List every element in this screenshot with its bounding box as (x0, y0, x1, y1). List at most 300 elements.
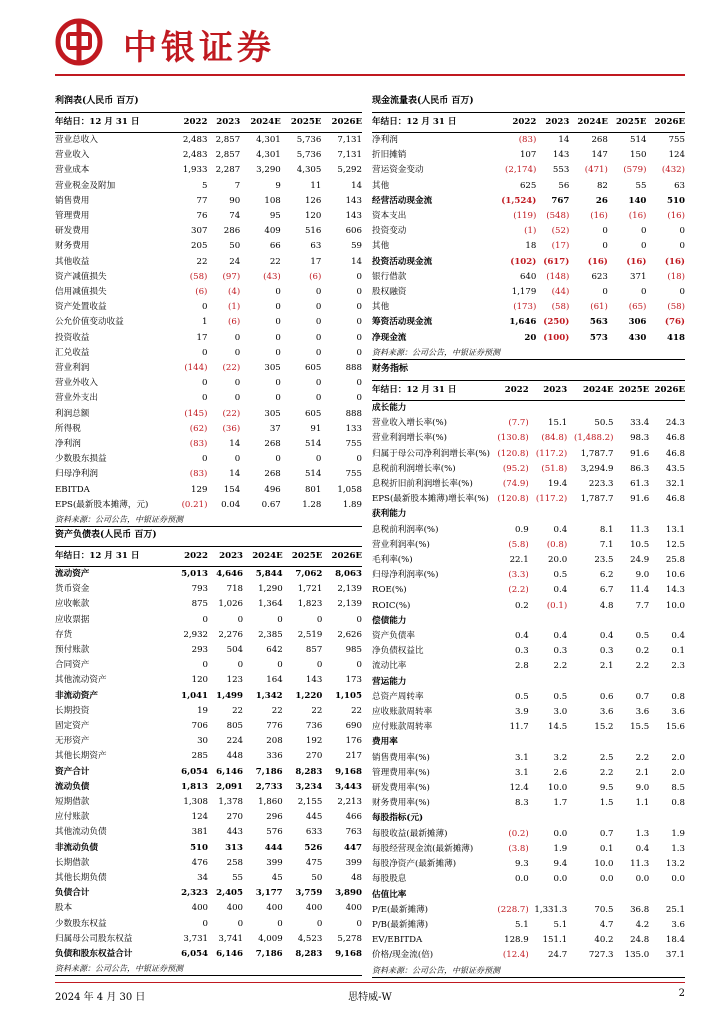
row-label: 长期借款 (55, 857, 90, 868)
row-label: 流动负债 (55, 781, 90, 792)
table-row (372, 194, 685, 209)
row-label: 应付账款 (55, 812, 90, 823)
row-value: 3.6 (599, 707, 614, 718)
row-value: 0.5 (553, 570, 568, 581)
row-value: (3.8) (508, 843, 529, 854)
row-label: 无形资产 (55, 736, 90, 747)
row-value: 43.5 (665, 463, 685, 474)
row-value: (51.8) (541, 463, 568, 474)
row-value: 24 (229, 256, 241, 267)
table-row (55, 133, 362, 149)
row-value: 147 (591, 150, 608, 161)
ratios-source-note: 资料来源：公司公告，中银证券预测 (372, 964, 685, 978)
column-header-year: 2022 (492, 381, 529, 401)
row-value: (61) (590, 302, 608, 313)
table-row (372, 462, 685, 477)
row-value: 2.2 (599, 767, 614, 778)
row-value: (1) (228, 302, 241, 313)
row-value: 2,483 (182, 150, 208, 161)
column-header-year: 2024E (567, 381, 613, 401)
row-value (614, 401, 650, 417)
row-value: 3.9 (515, 707, 529, 718)
header-divider (55, 74, 685, 76)
balance-sheet-panel (55, 524, 362, 976)
row-value: 3,294.9 (580, 463, 614, 474)
table-row (372, 675, 685, 690)
row-value: 0 (316, 918, 323, 929)
row-value: 516 (304, 226, 322, 237)
row-value: 56 (558, 180, 570, 191)
row-value: 5 (201, 180, 208, 191)
column-header-year: 2022 (173, 547, 208, 567)
row-value: (18) (667, 271, 685, 282)
row-value: 128.9 (504, 935, 529, 946)
row-value: 0 (201, 347, 208, 358)
table-row (372, 629, 685, 644)
row-value: 0 (237, 660, 244, 671)
row-value: 605 (304, 408, 322, 419)
table-row (372, 401, 685, 417)
row-value: 3.1 (515, 767, 529, 778)
table-row (55, 483, 362, 498)
row-label: 研发费用 (55, 226, 90, 237)
row-value: 124 (668, 150, 685, 161)
table-row (55, 628, 362, 643)
table-row (55, 255, 362, 270)
row-value: (432) (661, 165, 685, 176)
row-label: 每股收益(最新摊薄) (372, 828, 448, 839)
row-value: (548) (546, 211, 570, 222)
row-value: (95.2) (502, 463, 529, 474)
row-value: 61.3 (630, 479, 650, 490)
table-row (372, 447, 685, 462)
row-label: 毛利率(%) (372, 555, 413, 566)
row-value: 2.3 (671, 661, 685, 672)
row-value: 176 (345, 736, 362, 747)
table-row (372, 614, 685, 629)
row-value: 11.4 (630, 585, 650, 596)
row-label: 估值比率 (372, 889, 407, 900)
row-label: 负债和股东权益合计 (55, 949, 133, 960)
row-value: 6,146 (216, 949, 244, 960)
table-row (55, 498, 362, 513)
row-value: (0.21) (181, 499, 208, 510)
row-value (492, 735, 529, 750)
row-value: 34 (197, 873, 209, 884)
row-value: 3,177 (255, 888, 283, 899)
row-value: (0.8) (546, 539, 568, 550)
row-label: 其他长期负债 (55, 873, 107, 884)
table-row (372, 872, 685, 887)
row-value: 90 (229, 195, 241, 206)
row-value: 2.0 (671, 752, 685, 763)
row-label: 财务费用 (55, 241, 90, 252)
row-value: 445 (305, 812, 323, 823)
row-value: 123 (226, 675, 244, 686)
row-value: 2,287 (215, 165, 241, 176)
row-value (567, 888, 613, 903)
table-row (372, 224, 685, 239)
table-row (372, 903, 685, 918)
row-label: 营业收入增长率(%) (372, 418, 448, 429)
row-value: (6) (228, 317, 241, 328)
row-value: 0 (275, 347, 281, 358)
row-label: 资产合计 (55, 766, 90, 777)
row-value: (83) (189, 439, 208, 450)
row-value: 10.5 (630, 539, 650, 550)
row-value: 9.0 (635, 783, 650, 794)
row-value: 46.8 (665, 433, 685, 444)
row-value: 164 (266, 675, 283, 686)
row-value: 2.1 (635, 767, 650, 778)
row-value: 476 (191, 857, 209, 868)
cash-flow-title: 现金流量表(人民币 百万) (372, 96, 474, 106)
row-value: 217 (345, 751, 362, 762)
row-value (529, 811, 567, 826)
table-row (55, 932, 362, 947)
row-value (614, 507, 650, 522)
row-label: 非流动资产 (55, 690, 98, 701)
row-value: 767 (551, 195, 570, 206)
row-value: 0 (356, 271, 362, 282)
row-value (649, 735, 685, 750)
row-value: 1,105 (335, 690, 362, 701)
table-row (372, 538, 685, 553)
row-value: 0 (640, 287, 647, 298)
row-label: EBITDA (55, 484, 90, 495)
row-value: 3,443 (335, 781, 362, 792)
row-value: 727.3 (588, 950, 614, 961)
row-value: 11.3 (630, 524, 650, 535)
table-row (372, 507, 685, 522)
row-label: 营业税金及附加 (55, 180, 116, 191)
row-value: 59 (351, 241, 362, 252)
row-value: (16) (628, 211, 647, 222)
row-value (649, 811, 685, 826)
row-value: 223.3 (588, 479, 614, 490)
row-value: 1 (201, 317, 208, 328)
row-value: 306 (628, 317, 647, 328)
row-value: 8.5 (671, 783, 685, 794)
row-value: 25.8 (665, 555, 685, 566)
row-value: 2.2 (553, 661, 568, 672)
row-value: 10.0 (594, 859, 614, 870)
row-value: 444 (264, 842, 283, 853)
row-value: 0.8 (671, 691, 685, 702)
row-label: 偿债能力 (372, 615, 407, 626)
row-value: 50 (229, 241, 241, 252)
row-value: 2.0 (671, 767, 685, 778)
row-value: (65) (628, 302, 647, 313)
table-row (372, 179, 685, 194)
table-row (372, 163, 685, 178)
row-value: 642 (266, 645, 283, 656)
row-value: 1,787.7 (580, 448, 614, 459)
table-row (372, 751, 685, 766)
row-label: 每股指标(元) (372, 813, 424, 824)
row-label: 息税折旧前利润增长率(%) (372, 479, 473, 490)
row-value: 20.0 (548, 555, 568, 566)
table-row (55, 331, 362, 346)
row-value: 400 (191, 903, 209, 914)
column-header-year: 2026E (646, 113, 685, 133)
row-value: 5,292 (337, 165, 362, 176)
table-row (55, 270, 362, 285)
row-value: 9,168 (335, 949, 362, 960)
row-value: 33.4 (630, 418, 650, 429)
row-value: 24.3 (665, 418, 685, 429)
row-value: 0 (356, 660, 362, 671)
company-name: 思特威-W (348, 992, 392, 1003)
row-label: 合同资产 (55, 660, 90, 671)
row-label: 营业外支出 (55, 393, 98, 404)
row-value: 91.6 (630, 448, 650, 459)
row-value: 5,278 (337, 933, 362, 944)
row-value: 15.2 (594, 722, 614, 733)
row-value (529, 735, 567, 750)
row-value: 0 (679, 287, 685, 298)
column-header-year: 2025E (608, 113, 647, 133)
row-label: 归母净利润率(%) (372, 570, 439, 581)
table-row (55, 407, 362, 422)
row-value: 20 (524, 332, 537, 343)
row-value: 2.2 (635, 752, 650, 763)
row-value: 45 (271, 873, 283, 884)
row-label: P/B(最新摊薄) (372, 919, 429, 930)
row-value: 3,759 (295, 888, 323, 899)
row-value: 0 (234, 347, 241, 358)
row-value (567, 507, 613, 522)
row-value (649, 888, 685, 903)
row-value: 4,301 (256, 135, 281, 145)
row-value: 0 (356, 918, 362, 929)
row-value: 0 (356, 332, 362, 343)
row-label: 流动比率 (372, 661, 407, 672)
table-row (55, 567, 362, 583)
bank-of-china-logo-icon (55, 18, 103, 66)
row-value: 173 (345, 675, 362, 686)
table-row (372, 416, 685, 431)
row-value: 0 (234, 454, 241, 465)
row-value: 0.04 (221, 499, 241, 510)
row-value: (2.2) (508, 585, 529, 596)
table-row (55, 391, 362, 406)
row-value: 0 (640, 226, 647, 237)
row-value: 19.4 (548, 479, 568, 490)
row-value: 23.5 (594, 555, 614, 566)
row-value: 875 (191, 599, 209, 610)
row-value: 48 (351, 873, 362, 884)
table-row (372, 644, 685, 659)
column-header-year: 2023 (208, 547, 243, 567)
row-value: 1,026 (218, 599, 244, 610)
row-value: 135.0 (624, 950, 650, 961)
row-value: 0 (202, 918, 209, 929)
row-value (614, 811, 650, 826)
column-header-year: 2025E (281, 113, 322, 133)
row-value: 985 (345, 645, 362, 656)
row-value: 1.3 (671, 843, 685, 854)
row-value: 18 (525, 241, 537, 252)
table-row (372, 285, 685, 300)
row-label: 应收票据 (55, 614, 90, 625)
row-label: 其他 (372, 302, 390, 313)
row-value: (22) (222, 363, 241, 374)
row-label: 股权融资 (372, 287, 407, 298)
row-value: 14 (558, 135, 570, 145)
table-row (55, 886, 362, 901)
row-label: 资产减值损失 (55, 271, 107, 282)
row-label: 营业成本 (55, 165, 90, 176)
row-label: 短期借款 (55, 797, 90, 808)
row-value: 0.2 (515, 600, 529, 611)
row-value: 192 (305, 736, 323, 747)
row-value: 12.5 (665, 539, 685, 550)
column-header-year: 2024E (569, 113, 608, 133)
income-statement-table (55, 112, 362, 513)
row-value: 7,186 (255, 949, 283, 960)
row-label: 其他长期资产 (55, 751, 107, 762)
row-value: 4.2 (635, 919, 650, 930)
row-value: 1,860 (258, 797, 283, 808)
row-value: 0 (202, 614, 209, 625)
row-value: 10.0 (548, 783, 568, 794)
row-value: 296 (266, 812, 283, 823)
table-row (55, 947, 362, 962)
row-value: (16) (587, 256, 608, 267)
table-row (55, 315, 362, 330)
row-value: 0 (201, 378, 208, 389)
row-label: 营业外收入 (55, 378, 98, 389)
table-row (372, 735, 685, 750)
row-value: 18.4 (665, 935, 685, 946)
table-row (372, 948, 685, 963)
row-value: 409 (264, 226, 281, 237)
row-value: 371 (630, 271, 647, 282)
row-label: 费用率 (372, 737, 398, 748)
row-value: 0 (277, 918, 283, 929)
table-row (372, 659, 685, 674)
income-statement-title: 利润表(人民币 百万) (55, 96, 139, 106)
row-value: (1,524) (501, 195, 537, 206)
row-label: 信用减值损失 (55, 287, 107, 298)
table-row (55, 658, 362, 673)
row-value: 4.7 (599, 919, 614, 930)
row-value: 0.5 (515, 691, 529, 702)
row-value: 22 (196, 256, 208, 267)
row-value: 2.8 (515, 661, 529, 672)
table-row (55, 719, 362, 734)
row-value: (4) (228, 287, 241, 298)
row-value: 305 (264, 408, 281, 419)
row-value: 0 (315, 317, 322, 328)
row-value: 15.5 (630, 722, 650, 733)
row-value: 805 (226, 721, 244, 732)
row-value: 1,813 (181, 781, 209, 792)
row-value: 0.4 (635, 843, 650, 854)
row-value: 3,290 (256, 165, 281, 176)
row-value: 0.5 (635, 631, 650, 642)
row-value: 0 (275, 287, 281, 298)
table-row (372, 918, 685, 933)
row-value: 640 (519, 271, 537, 282)
row-label: 净负债权益比 (372, 646, 424, 657)
row-value: 0.4 (671, 631, 685, 642)
cash-flow-panel (372, 90, 685, 360)
row-value: 0 (201, 393, 208, 404)
row-value: 418 (667, 332, 685, 343)
row-value: (16) (667, 211, 685, 222)
row-value: 3.2 (553, 752, 568, 763)
row-value: 1,342 (255, 690, 283, 701)
row-value: (617) (543, 256, 570, 267)
table-row (55, 780, 362, 795)
row-value: 0.5 (553, 691, 568, 702)
row-value: 154 (223, 484, 241, 495)
row-value: 0 (640, 241, 647, 252)
table-row (372, 842, 685, 857)
row-value: 270 (305, 751, 323, 762)
row-value: 22 (351, 705, 362, 716)
row-value: 0.0 (671, 874, 685, 885)
row-value: 22 (271, 705, 283, 716)
row-value: 1,646 (509, 317, 537, 328)
row-value (649, 675, 685, 690)
table-row (372, 431, 685, 446)
row-label: 流动资产 (55, 569, 90, 579)
row-value: 120 (191, 675, 209, 686)
row-value: 8.3 (515, 798, 529, 809)
row-value: 1,308 (183, 797, 209, 808)
row-value (529, 507, 567, 522)
table-row (372, 583, 685, 598)
row-value: 504 (226, 645, 244, 656)
column-header-label: 年结日：12 月 31 日 (372, 381, 492, 401)
row-value: 11.7 (509, 722, 529, 733)
row-value: 285 (191, 751, 209, 762)
row-label: 少数股东损益 (55, 454, 107, 465)
row-value: 0 (356, 378, 362, 389)
table-row (372, 300, 685, 315)
row-value: 91 (310, 423, 322, 434)
row-value (492, 888, 529, 903)
row-value: 95 (269, 211, 281, 222)
row-value: 50.5 (594, 418, 614, 429)
row-value: 466 (345, 812, 362, 823)
row-value: 0.8 (671, 798, 685, 809)
row-value: (102) (510, 256, 537, 267)
row-value: 143 (305, 675, 323, 686)
row-value: 1.89 (342, 499, 362, 510)
row-value: 14 (229, 469, 241, 480)
row-value: 13.1 (665, 524, 685, 535)
row-label: 投资变动 (372, 226, 407, 237)
row-value: 2,139 (337, 584, 362, 595)
row-value (492, 811, 529, 826)
page-header (55, 18, 685, 73)
row-value: 400 (266, 903, 283, 914)
row-value: 8,063 (335, 569, 362, 579)
column-header-year: 2025E (283, 547, 323, 567)
row-value: 4.8 (599, 600, 614, 611)
row-label: 营业总收入 (55, 135, 98, 145)
row-value: 400 (345, 903, 362, 914)
row-value: 0 (316, 660, 323, 671)
row-value: (97) (222, 271, 241, 282)
table-row (55, 825, 362, 840)
row-value: 1,787.7 (580, 494, 614, 505)
row-value: 1.9 (553, 843, 568, 854)
